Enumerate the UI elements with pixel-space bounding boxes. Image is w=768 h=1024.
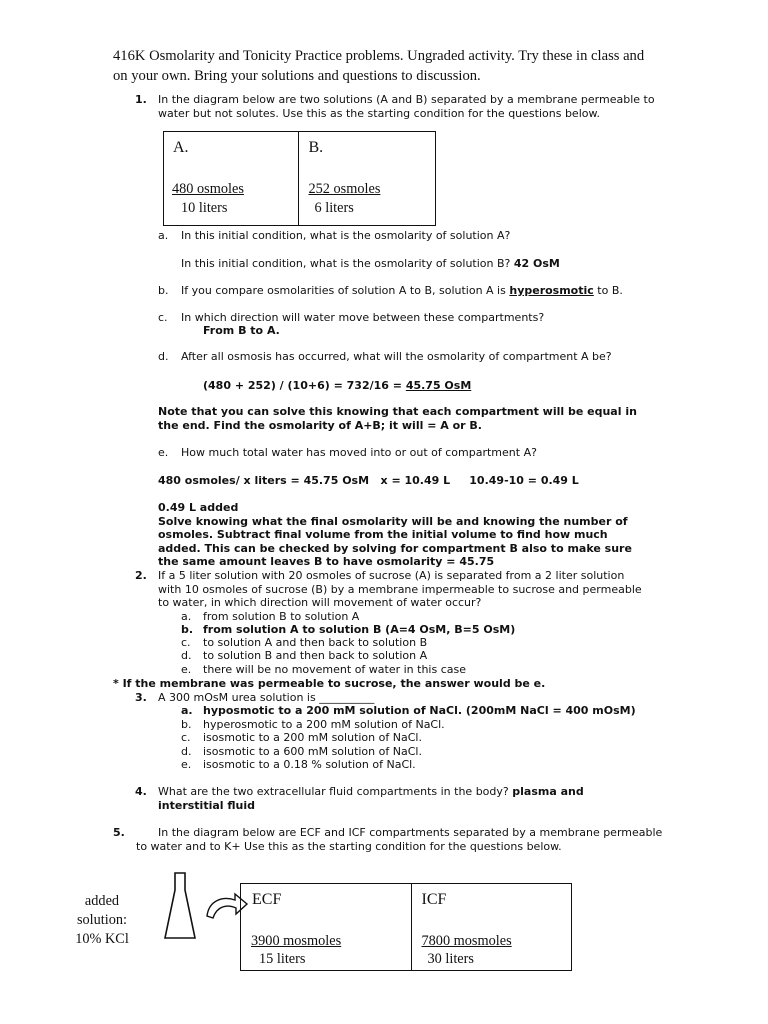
answer-calculation-expr: (480 + 252) / (10+6) = 732/16 = <box>203 379 406 392</box>
subquestion-letter: c. <box>158 311 168 324</box>
option-text: there will be no movement of water in this case <box>203 663 467 676</box>
compartment-b-osmoles: 252 osmoles <box>308 181 381 197</box>
option-text-correct: from solution A to solution B (A=4 OsM, B=5 OsM) <box>203 623 516 636</box>
question-number: 2. <box>135 569 147 582</box>
compartment-b-box <box>298 131 436 226</box>
added-solution-line: solution: <box>76 912 128 928</box>
added-solution-line: 10% KCl <box>75 931 129 947</box>
answer-calculation: 480 osmoles/ x liters = 45.75 OsM x = 10.49 L 10.49-10 = 0.49 L <box>158 474 579 487</box>
intro-line-2: on your own. Bring your solutions and questions to discussion. <box>113 67 481 84</box>
intro-line-1: 416K Osmolarity and Tonicity Practice problems. Ungraded activity. Try these in class and <box>113 48 645 64</box>
subquestion-letter: a. <box>158 229 169 242</box>
icf-label: ICF <box>421 891 447 908</box>
option-letter: b. <box>181 718 192 731</box>
ecf-label: ECF <box>252 891 282 908</box>
question-text: If a 5 liter solution with 20 osmoles of sucrose (A) is separated from a 2 liter solution <box>158 569 625 582</box>
option-text: hyperosmotic to a 200 mM solution of NaCl. <box>203 718 445 731</box>
note-text: the end. Find the osmolarity of A+B; it will = A or B. <box>158 419 482 432</box>
subquestion-letter: b. <box>158 284 169 297</box>
question-number: 5. <box>113 826 125 839</box>
option-text: isosmotic to a 600 mM solution of NaCl. <box>203 745 422 758</box>
option-text-correct: hyposmotic to a 200 mM solution of NaCl. (200mM NaCl = 400 mOsM) <box>203 704 636 717</box>
option-letter: e. <box>181 758 192 771</box>
option-letter: e. <box>181 663 192 676</box>
question-text: to water, in which direction will movement of water occur? <box>158 596 482 609</box>
answer-text: plasma and <box>512 785 584 798</box>
option-letter: b. <box>181 623 194 636</box>
answer-calculation <box>203 379 471 392</box>
option-letter: d. <box>181 745 192 758</box>
ecf-volume: 15 liters <box>259 951 306 967</box>
answer-text: 42 OsM <box>513 257 560 270</box>
added-solution-label <box>62 892 142 949</box>
compartment-a-box <box>163 131 299 226</box>
option-text: isosmotic to a 0.18 % solution of NaCl. <box>203 758 416 771</box>
question-number: 4. <box>135 785 147 798</box>
ecf-osmoles: 3900 mosmoles <box>251 933 342 949</box>
subquestion-text-part: In this initial condition, what is the osmolarity of solution B? <box>181 257 511 270</box>
option-letter: a. <box>181 704 193 717</box>
option-text: isosmotic to a 200 mM solution of NaCl. <box>203 731 422 744</box>
question-number: 1. <box>135 93 147 106</box>
option-letter: a. <box>181 610 192 623</box>
compartment-b-volume: 6 liters <box>314 200 354 216</box>
answer-text: From B to A. <box>203 324 280 337</box>
explanation-text: added. This can be checked by solving for compartment B also to make sure <box>158 542 632 555</box>
ecf-compartment-box <box>240 883 412 971</box>
option-text: from solution B to solution A <box>203 610 360 623</box>
question-text: with 10 osmoles of sucrose (B) by a membrane impermeable to sucrose and permeable <box>158 583 642 596</box>
page-title <box>113 47 644 86</box>
answer-text: interstitial fluid <box>158 799 256 812</box>
answer-text: hyperosmotic <box>509 284 594 297</box>
answer-calculation-result: 45.75 OsM <box>405 379 472 392</box>
question-text: to water and to K+ Use this as the starting condition for the questions below. <box>136 840 562 853</box>
subquestion-text <box>181 284 623 297</box>
question-text: In the diagram below are two solutions (A and B) separated by a membrane permeable to <box>158 93 655 106</box>
subquestion-letter: d. <box>158 350 169 363</box>
explanation-text: the same amount leaves B to have osmolarity = 45.75 <box>158 555 495 568</box>
note-text: * If the membrane was permeable to sucrose, the answer would be e. <box>113 677 546 690</box>
note-text: Note that you can solve this knowing that each compartment will be equal in <box>158 405 637 418</box>
subquestion-text-part: If you compare osmolarities of solution A to B, solution A is <box>181 284 506 297</box>
question-text: water but not solutes. Use this as the starting condition for the questions below. <box>158 107 600 120</box>
question-text: A 300 mOsM urea solution is __________ <box>158 691 375 704</box>
icf-osmoles: 7800 mosmoles <box>421 933 512 949</box>
explanation-text: Solve knowing what the final osmolarity will be and knowing the number of <box>158 515 628 528</box>
option-text: to solution B and then back to solution A <box>203 649 428 662</box>
option-letter: c. <box>181 731 191 744</box>
subquestion-text <box>181 257 560 270</box>
compartment-a-label: A. <box>173 139 189 156</box>
subquestion-text: How much total water has moved into or out of compartment A? <box>181 446 537 459</box>
subquestion-text: In which direction will water move between these compartments? <box>181 311 545 324</box>
question-text-part: What are the two extracellular fluid compartments in the body? <box>158 785 509 798</box>
option-text: to solution A and then back to solution B <box>203 636 428 649</box>
option-letter: d. <box>181 649 192 662</box>
icf-volume: 30 liters <box>427 951 474 967</box>
subquestion-letter: e. <box>158 446 169 459</box>
compartment-b-label: B. <box>308 139 324 156</box>
compartment-a-osmoles: 480 osmoles <box>172 181 244 197</box>
subquestion-text: In this initial condition, what is the osmolarity of solution A? <box>181 229 511 242</box>
compartment-a-volume: 10 liters <box>181 200 228 216</box>
question-text: In the diagram below are ECF and ICF compartments separated by a membrane permeable <box>158 826 663 839</box>
icf-compartment-box <box>411 883 572 971</box>
question-number: 3. <box>135 691 147 704</box>
added-solution-line: added <box>84 893 120 909</box>
explanation-text: osmoles. Subtract final volume from the initial volume to find how much <box>158 528 608 541</box>
option-letter: c. <box>181 636 191 649</box>
question-text <box>158 785 584 798</box>
answer-text: 0.49 L added <box>158 501 239 514</box>
subquestion-text-part: to B. <box>597 284 623 297</box>
subquestion-text: After all osmosis has occurred, what will the osmolarity of compartment A be? <box>181 350 612 363</box>
